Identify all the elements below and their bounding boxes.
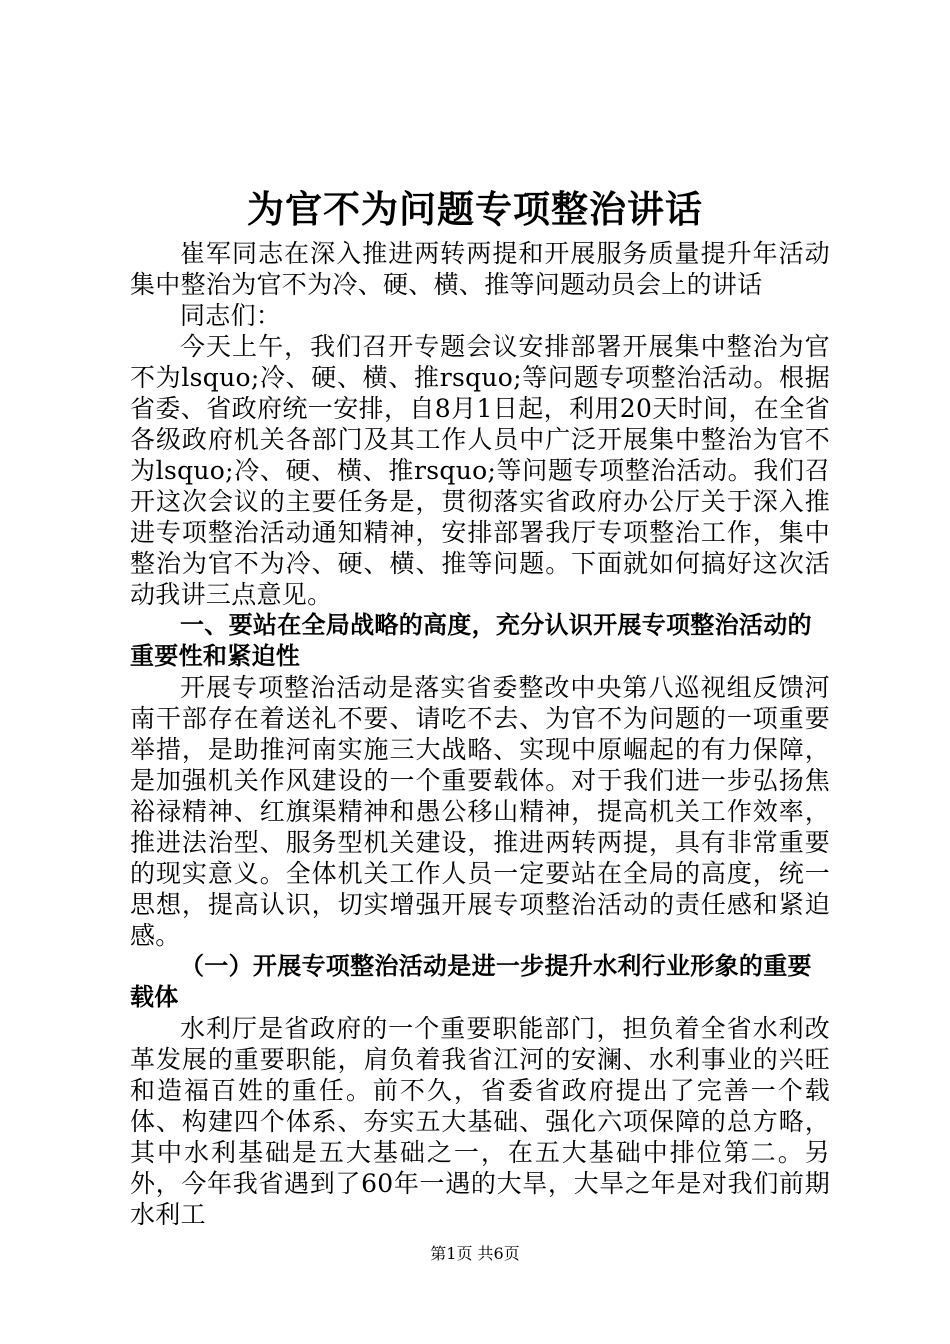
salutation-paragraph: 同志们： [180, 301, 282, 330]
document-body [130, 238, 830, 1230]
page-footer: 第1页 共6页 [430, 1244, 520, 1263]
document-title: 为官不为问题专项整治讲话 [247, 187, 703, 231]
subtitle-paragraph: 崔军同志在深入推进两转两提和开展服务质量提升年活动集中整治为官不为冷、硬、横、推等问题动员会上的讲话 [130, 239, 830, 299]
subsection-heading-1: （一）开展专项整治活动是进一步提升水利行业形象的重要载体 [130, 952, 812, 1011]
section-heading-1: 一、要站在全局战略的高度，充分认识开展专项整治活动的重要性和紧迫性 [130, 611, 812, 670]
intro-paragraph: 今天上午，我们召开专题会议安排部署开展集中整治为官不为lsquo;冷、硬、横、推rsquo;等问题专项整治活动。根据省委、省政府统一安排，自8月1日起，利用20天时间，在全省各级政府机关各部门及其工作人员中广泛开展集中整治为官不为lsquo;冷、硬、横、推rsquo;等问题专项整治活动。我们召开这次会议的主要任务是，贯彻落实省政府办公厅关于深入推进专项整治活动通知精神，安排部署我厅专项整治工作，集中整治为官不为冷、硬、横、推等问题。下面就如何搞好这次活动我讲三点意见。 [130, 332, 830, 609]
body-paragraph: 水利厅是省政府的一个重要职能部门，担负着全省水利改革发展的重要职能，肩负着我省江河的安澜、水利事业的兴旺和造福百姓的重任。前不久，省委省政府提出了完善一个载体、构建四个体系、夯实五大基础、强化六项保障的总方略，其中水利基础是五大基础之一，在五大基础中排位第二。另外，今年我省遇到了60年一遇的大旱，大旱之年是对我们前期水利工 [130, 1014, 830, 1229]
body-paragraph: 开展专项整治活动是落实省委整改中央第八巡视组反馈河南干部存在着送礼不要、请吃不去、为官不为问题的一项重要举措，是助推河南实施三大战略、实现中原崛起的有力保障，是加强机关作风建设的一个重要载体。对于我们进一步弘扬焦裕禄精神、红旗渠精神和愚公移山精神，提高机关工作效率，推进法治型、服务型机关建设，推进两转两提，具有非常重要的现实意义。全体机关工作人员一定要站在全局的高度，统一思想，提高认识，切实增强开展专项整治活动的责任感和紧迫感。 [130, 673, 830, 950]
